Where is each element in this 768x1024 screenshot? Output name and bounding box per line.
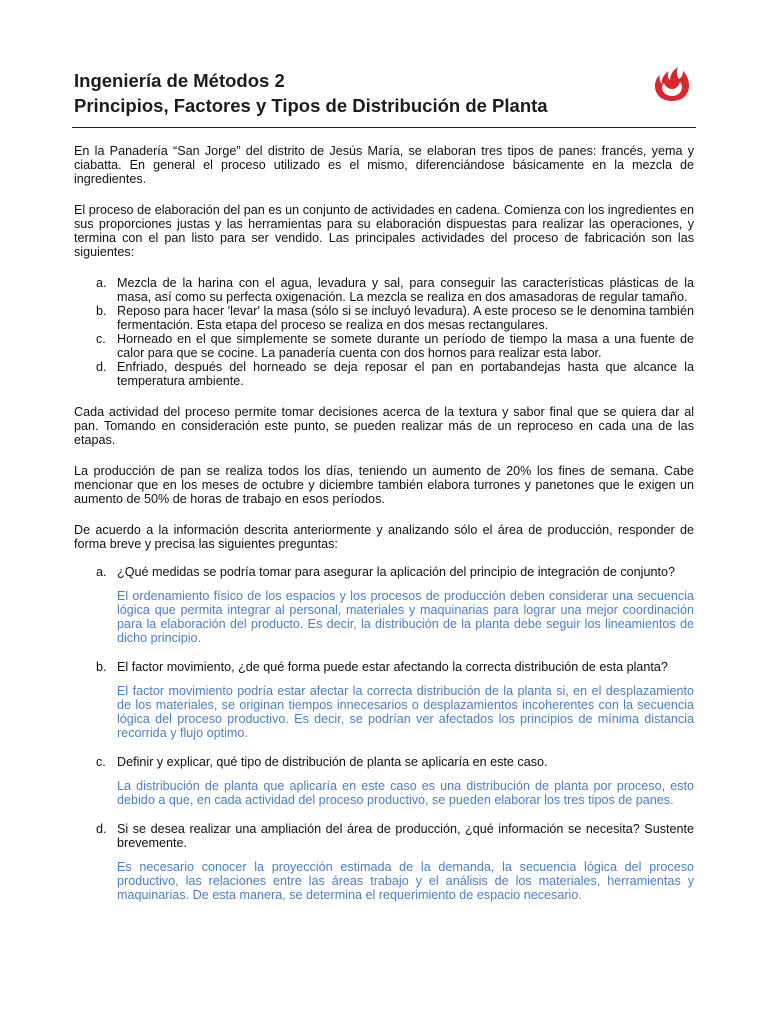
list-item [74,276,694,304]
list-item-text: Mezcla de la harina con el agua, levadura y sal, para conseguir las características plásticas de la masa, así como su perfecta oxigenación. La mezcla se realiza en dos amasadoras de regular tamaño. [117,276,694,304]
list-item [74,360,694,388]
header-divider [72,127,696,128]
question-text: Si se desea realizar una ampliación del área de producción, ¿qué información se necesita? Sustente brevemente. [117,822,694,850]
question-text: ¿Qué medidas se podría tomar para asegurar la aplicación del principio de integración de conjunto? [117,565,675,579]
question-item [74,565,694,645]
course-title: Ingeniería de Métodos 2 [74,70,285,91]
list-item-text: Enfriado, después del horneado se deja reposar el pan en portabandejas hasta que alcance la temperatura ambiente. [117,360,694,388]
list-item [74,332,694,360]
questions-list [74,565,694,902]
question-marker: a. [96,565,107,579]
list-item-text: Horneado en el que simplemente se somete durante un período de tiempo la masa a una fuente de calor para que se cocine. La panadería cuenta con dos hornos para realizar esta labor. [117,332,694,360]
question-text: Definir y explicar, qué tipo de distribución de planta se aplicaría en este caso. [117,755,548,769]
list-item [74,304,694,332]
list-marker: d. [96,360,107,374]
list-marker: b. [96,304,107,318]
question-marker: b. [96,660,107,674]
list-marker: a. [96,276,107,290]
university-logo-icon [652,66,692,104]
document-body [74,144,694,902]
answer-text: El factor movimiento podría estar afectar la correcta distribución de la planta si, en el desplazamiento de los materiales, se originan tiempos innecesarios o desplazamientos incoherentes con la secuencia lógica del proceso productivo. Es decir, se podrían ver afectados los principios de mínima distancia recorrida y flujo optimo. [117,684,694,740]
instructions-paragraph: De acuerdo a la información descrita anteriormente y analizando sólo el área de producción, responder de forma breve y precisa las siguientes preguntas: [74,523,694,551]
question-item [74,822,694,902]
document-title: Principios, Factores y Tipos de Distribución de Planta [74,95,548,116]
document-header [74,68,548,118]
answer-text: El ordenamiento físico de los espacios y los procesos de producción deben considerar una secuencia lógica que permita integrar al personal, materiales y maquinarias para lograr una mejor coordinación para la elaboración del producto. Es decir, la distribución de la planta debe seguir los lineamientos de dicho principio. [117,589,694,645]
production-paragraph: La producción de pan se realiza todos los días, teniendo un aumento de 20% los fines de semana. Cabe mencionar que en los meses de octubre y diciembre también elabora turrones y panetones que le exigen un aumento de 50% de horas de trabajo en esos períodos. [74,464,694,506]
list-item-text: Reposo para hacer 'levar' la masa (sólo si se incluyó levadura). A este proceso se le denomina también fermentación. Esta etapa del proceso se realiza en dos mesas rectangulares. [117,304,694,332]
intro-paragraph: En la Panadería “San Jorge” del distrito de Jesús María, se elaboran tres tipos de panes: francés, yema y ciabatta. En general el proceso utilizado es el mismo, diferenciándose básicamente en la mezcla de ingredientes. [74,144,694,186]
process-paragraph: El proceso de elaboración del pan es un conjunto de actividades en cadena. Comienza con los ingredientes en sus proporciones justas y las herramientas para su elaboración dispuestas para realizar las operaciones, y termina con el pan listo para ser vendido. Las principales actividades del proceso de fabricación son las siguientes: [74,203,694,259]
question-item [74,755,694,807]
list-marker: c. [96,332,106,346]
question-text: El factor movimiento, ¿de qué forma puede estar afectando la correcta distribución de esta planta? [117,660,668,674]
decisions-paragraph: Cada actividad del proceso permite tomar decisiones acerca de la textura y sabor final que se quiera dar al pan. Tomando en consideración este punto, se pueden realizar más de un reproceso en cada una de las etapas. [74,405,694,447]
question-marker: c. [96,755,106,769]
question-marker: d. [96,822,107,836]
answer-text: Es necesario conocer la proyección estimada de la demanda, la secuencia lógica del proceso productivo, las relaciones entre las áreas trabajo y el análisis de los materiales, herramientas y maquinarias. De esta manera, se determina el requerimiento de espacio necesario. [117,860,694,902]
activities-list [74,276,694,388]
answer-text: La distribución de planta que aplicaría en este caso es una distribución de planta por proceso, esto debido a que, en cada actividad del proceso productivo, se pueden elaborar los tres tipos de panes. [117,779,694,807]
question-item [74,660,694,740]
